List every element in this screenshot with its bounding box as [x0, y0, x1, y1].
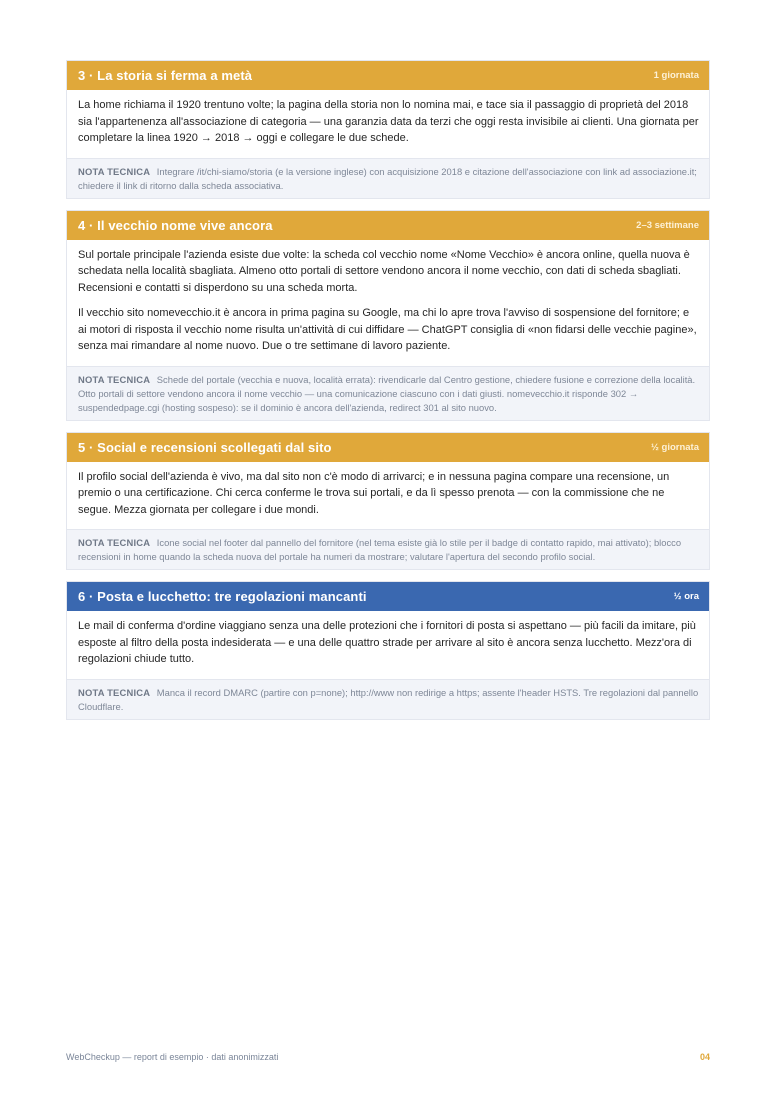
section-body	[67, 462, 709, 530]
section-4	[66, 210, 710, 421]
tech-note-text: Icone social nel footer dal pannello del fornitore (nel tema esiste già lo stile per il badge di contatto rapido, mai attivato); blocco recensioni in home quando la scheda nuova del portale ha numeri da mostrare; valutare l'apertura del secondo profilo social.	[78, 537, 682, 562]
section-6	[66, 581, 710, 720]
section-paragraph: Sul portale principale l'azienda esiste due volte: la scheda col vecchio nome «Nome Vecchio» è ancora online, quella nuova è schedata nella località sbagliata. Almeno otto portali di settore vendono ancora il nome vecchio, con dati di scheda sbagliati. Recensioni e contatti si disperdono su una scheda morta.	[78, 248, 690, 294]
tech-note	[67, 679, 709, 719]
page-footer	[66, 1052, 710, 1062]
tech-note	[67, 529, 709, 569]
section-title: 3 · La storia si ferma a metà	[78, 68, 253, 83]
section-paragraph: La home richiama il 1920 trentuno volte; la pagina della storia non lo nomina mai, e tace sia il passaggio di proprietà del 2018 sia l'appartenenza all'associazione di categoria — una garanzia data da terzi che oggi resta invisibile ai clienti. Una giornata per completare la linea 1920 → 2018 → oggi e collegare le due schede.	[78, 99, 699, 144]
section-duration: ½ giornata	[650, 441, 699, 453]
section-5	[66, 432, 710, 571]
tech-note-label: NOTA TECNICA	[78, 165, 151, 177]
section-header	[67, 61, 709, 90]
section-body	[67, 240, 709, 366]
section-duration: 1 giornata	[653, 70, 699, 81]
section-paragraph: Le mail di conferma d'ordine viaggiano senza una delle protezioni che i fornitori di posta si aspettano — più facili da imitare, più esposte al filtro della posta indesiderata — e una delle quattro strade per arrivare al sito è ancora senza lucchetto. Mezz'ora di regolazioni chiude tutto.	[78, 620, 696, 665]
section-3	[66, 60, 710, 199]
section-title: 4 · Il vecchio nome vive ancora	[78, 217, 273, 233]
tech-note-label: NOTA TECNICA	[78, 686, 151, 698]
tech-note-text: Manca il record DMARC (partire con p=none); http://www non redirige a https; assente l'header HSTS. Tre regolazioni dal pannello Cloudflare.	[78, 686, 699, 712]
sections-list	[66, 60, 710, 731]
section-duration: 2–3 settimane	[636, 219, 699, 231]
section-header	[67, 582, 709, 611]
section-body	[67, 90, 709, 158]
section-header	[67, 433, 709, 462]
tech-note-text: Schede del portale (vecchia e nuova, località errata): rivendicarle dal Centro gestione, chiedere fusione e correzione della località. Otto portali di settore vendono ancora il nome vecchio — una comunicazione ciascuno con i dati giusti. nomevecchio.it risponde 302 → suspendedpage.cgi (hosting sospeso): se il dominio è ancora dell'azienda, redirect 301 al sito nuovo.	[78, 373, 696, 413]
tech-note-text: Integrare /it/chi-siamo/storia (e la versione inglese) con acquisizione 2018 e citazione dell'associazione con link ad associazione.it; chiedere il link di ritorno dalla scheda associativa.	[78, 165, 697, 191]
section-paragraph: Il profilo social dell'azienda è vivo, ma dal sito non c'è modo di arrivarci; e in nessuna pagina compare una recensione, un premio o una certificazione. Chi cerca conferme le trova sui portali, e da lì spesso prenota — con la commissione che ne segue. Mezza giornata per collegare i due mondi.	[78, 470, 670, 516]
tech-note	[67, 366, 709, 420]
section-paragraph: Il vecchio sito nomevecchio.it è ancora in prima pagina su Google, ma chi lo apre trova l'avviso di sospensione del fornitore; e ai motori di risposta il vecchio nome risulta un'attività di cui diffidare — ChatGPT consiglia di «non fidarsi delle vecchie pagine», senza mai rimandare al nome nuovo. Due o tre settimane di lavoro paziente.	[78, 307, 697, 352]
footer-caption: WebCheckup — report di esempio · dati anonimizzati	[66, 1052, 279, 1062]
section-title: 5 · Social e recensioni scollegati dal sito	[78, 439, 332, 455]
tech-note-label: NOTA TECNICA	[78, 537, 151, 548]
section-body	[67, 611, 709, 679]
tech-note	[67, 158, 709, 198]
section-title: 6 · Posta e lucchetto: tre regolazioni mancanti	[78, 589, 367, 604]
section-header	[67, 211, 709, 240]
section-duration: ½ ora	[673, 591, 699, 602]
page-number: 04	[699, 1052, 710, 1062]
tech-note-label: NOTA TECNICA	[78, 373, 151, 385]
